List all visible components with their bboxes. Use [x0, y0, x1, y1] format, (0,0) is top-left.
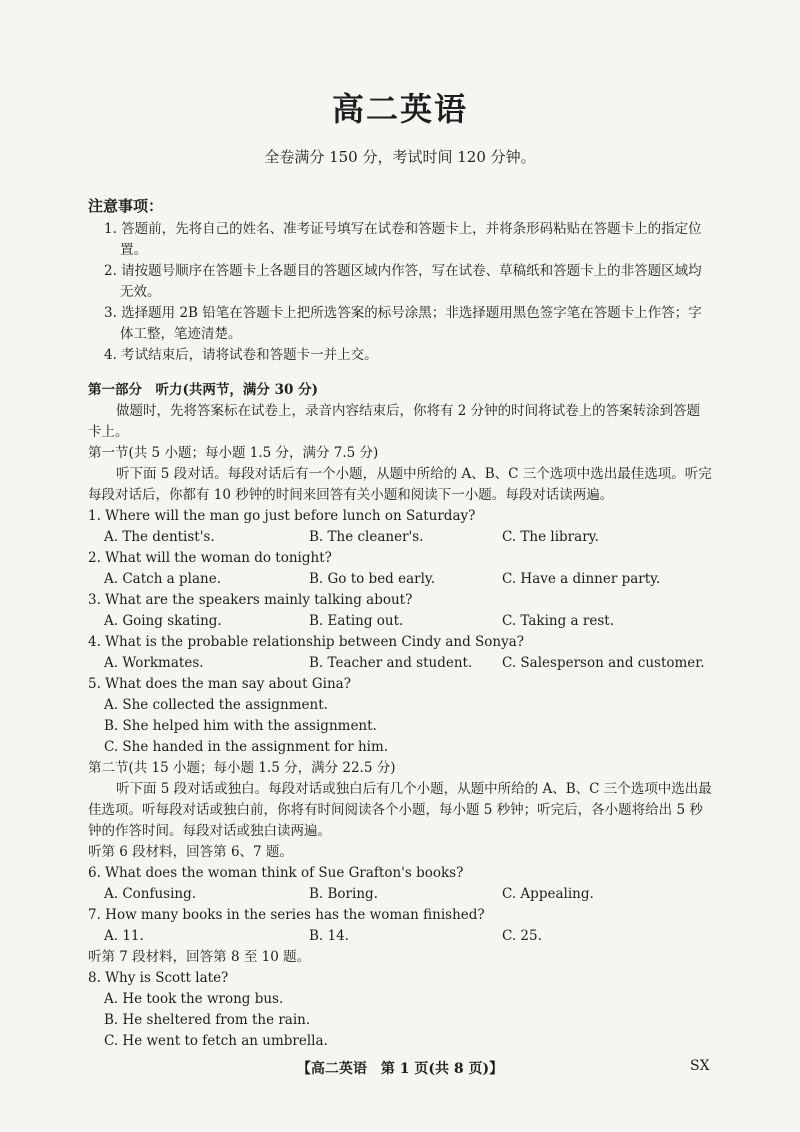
question-7: 7. How many books in the series has the woman finished? [88, 907, 485, 923]
option-a: A. Catch a plane. [104, 571, 222, 587]
notice-item: 4. 考试结束后，请将试卷和答题卡一并上交。 [104, 347, 378, 363]
question-6-options [88, 884, 713, 905]
option-c: C. 25. [502, 928, 542, 944]
option-b: B. Go to bed early. [309, 571, 436, 587]
option-b: B. Teacher and student. [309, 655, 473, 671]
option-b: B. Boring. [309, 886, 378, 902]
option-a: A. She collected the assignment. [104, 697, 328, 713]
option-c: C. The library. [502, 529, 599, 545]
page-title: 高二英语 [331, 90, 468, 128]
question-3-options [88, 611, 713, 632]
question-1: 1. Where will the man go just before lunch on Saturday? [88, 508, 476, 524]
edition-code: SX [690, 1058, 710, 1074]
option-c: C. Salesperson and customer. [502, 655, 705, 671]
option-a: A. Confusing. [104, 886, 197, 902]
notice-heading: 注意事项： [88, 197, 164, 215]
question-4: 4. What is the probable relationship between Cindy and Sonya? [88, 634, 524, 650]
notice-item: 2. 请按题号顺序在答题卡上各题目的答题区域内作答，写在试卷、草稿纸和答题卡上的非答题区域均无效。 [104, 263, 702, 300]
material-7-note: 听第 7 段材料，回答第 8 至 10 题。 [88, 949, 311, 965]
question-2-options [88, 569, 713, 590]
option-c: C. Taking a rest. [502, 613, 614, 629]
question-5: 5. What does the man say about Gina? [88, 676, 351, 692]
section1-heading: 第一节(共 5 小题；每小题 1.5 分，满分 7.5 分) [88, 445, 379, 461]
question-7-options [88, 926, 713, 947]
section1-intro: 听下面 5 段对话。每段对话后有一个小题，从题中所给的 A、B、C 三个选项中选出最佳选项。听完每段对话后，你都有 10 秒钟的时间来回答有关小题和阅读下一小题。每段对话读两遍。 [88, 466, 712, 503]
question-6: 6. What does the woman think of Sue Grafton's books? [88, 865, 464, 881]
exam-content [88, 196, 713, 1052]
option-b: B. 14. [309, 928, 349, 944]
section2-intro: 听下面 5 段对话或独白。每段对话或独白后有几个小题，从题中所给的 A、B、C 三个选项中选出最佳选项。听每段对话或独白前，你将有时间阅读各个小题，每小题 5 秒钟；听完后，各小题将给出 5 秒钟的作答时间。每段对话或独白读两遍。 [88, 781, 712, 839]
option-a: A. The dentist's. [104, 529, 215, 545]
option-a: A. 11. [104, 928, 144, 944]
option-a: A. He took the wrong bus. [104, 991, 284, 1007]
question-4-options [88, 653, 713, 674]
option-b: B. She helped him with the assignment. [104, 718, 377, 734]
part1-heading: 第一部分 听力(共两节，满分 30 分) [88, 382, 318, 398]
section2-heading: 第二节(共 15 小题；每小题 1.5 分，满分 22.5 分) [88, 760, 396, 776]
option-c: C. Appealing. [502, 886, 594, 902]
option-c: C. He went to fetch an umbrella. [104, 1033, 328, 1049]
page-number-label: 【高二英语 第 1 页(共 8 页)】 [296, 1061, 504, 1077]
exam-subtitle: 全卷满分 150 分，考试时间 120 分钟。 [264, 148, 536, 166]
part1-intro: 做题时，先将答案标在试卷上，录音内容结束后，你将有 2 分钟的时间将试卷上的答案转涂到答题卡上。 [88, 403, 701, 440]
question-8: 8. Why is Scott late? [88, 970, 229, 986]
option-b: B. He sheltered from the rain. [104, 1012, 311, 1028]
notice-item: 3. 选择题用 2B 铅笔在答题卡上把所选答案的标号涂黑；非选择题用黑色签字笔在答题卡上作答；字体工整，笔迹清楚。 [104, 305, 702, 342]
option-b: B. The cleaner's. [309, 529, 424, 545]
option-a: A. Workmates. [104, 655, 204, 671]
question-2: 2. What will the woman do tonight? [88, 550, 332, 566]
question-3: 3. What are the speakers mainly talking about? [88, 592, 413, 608]
material-6-note: 听第 6 段材料，回答第 6、7 题。 [88, 844, 293, 860]
option-c: C. Have a dinner party. [502, 571, 661, 587]
notice-item: 1. 答题前，先将自己的姓名、准考证号填写在试卷和答题卡上，并将条形码粘贴在答题卡上的指定位置。 [104, 221, 702, 258]
question-1-options [88, 527, 713, 548]
option-b: B. Eating out. [309, 613, 404, 629]
option-a: A. Going skating. [104, 613, 222, 629]
option-c: C. She handed in the assignment for him. [104, 739, 389, 755]
